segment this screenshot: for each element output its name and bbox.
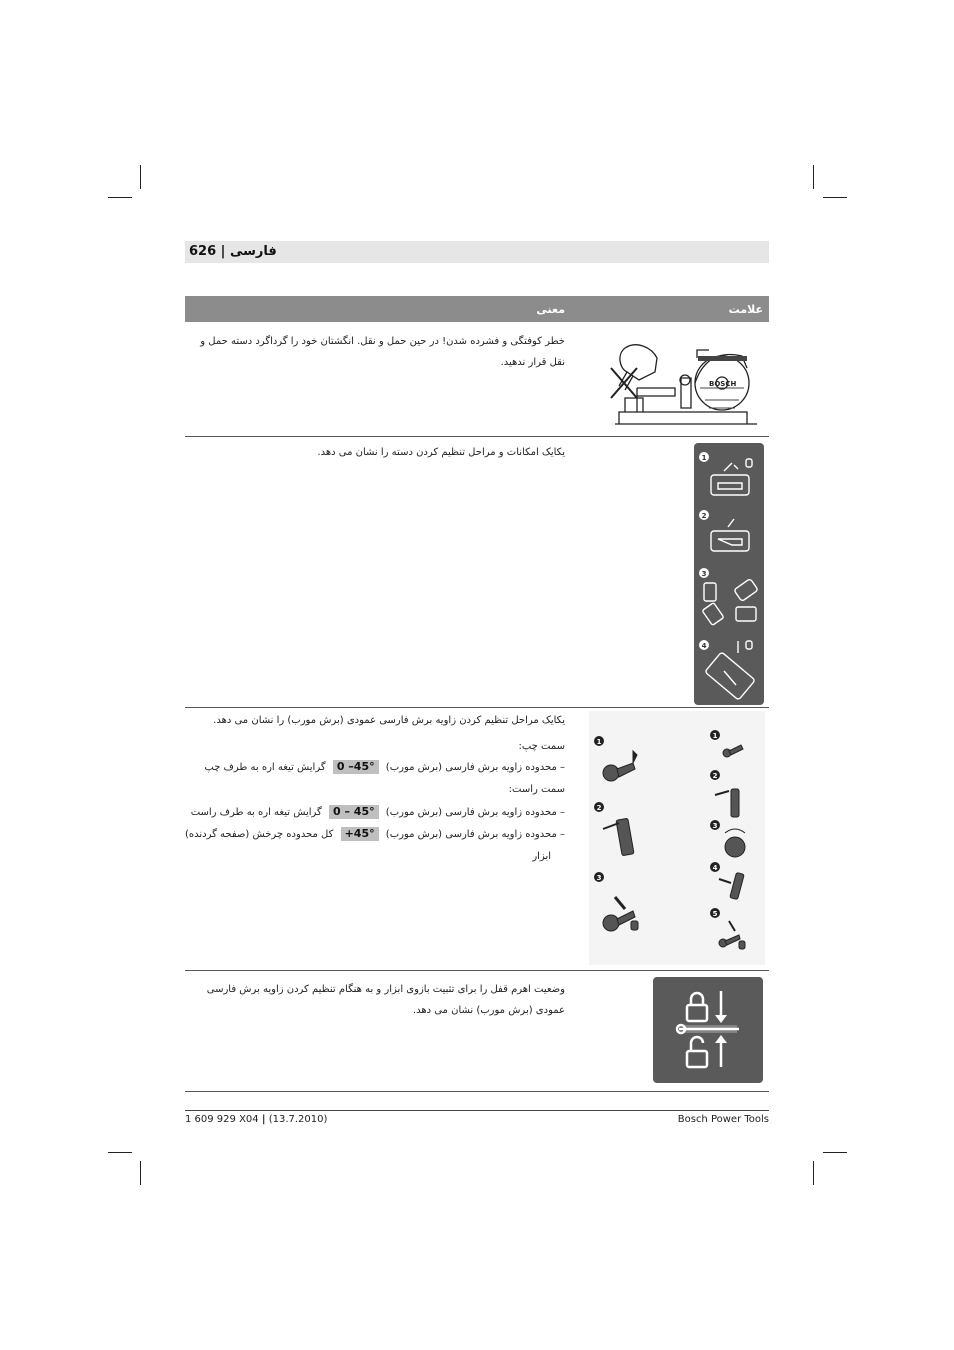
page-header-label [189,244,277,259]
step-badge: 3 [596,874,602,882]
crop-mark [823,1152,847,1153]
column-header-meaning: معنی [536,303,565,316]
step-badge: 3 [712,822,718,830]
table-row [185,322,769,437]
table-row [185,971,769,1092]
step-badge: 4 [712,864,718,872]
bullet-dash: – [560,807,565,818]
row-meaning-text [185,442,565,463]
step-badge: 2 [596,804,602,812]
bullet-suffix: گرایش تیغه اره به طرف چپ [204,762,326,773]
bullet-suffix: کل محدوده چرخش (صفحه گردنده) [184,829,334,840]
saw-brand-label: BOSCH [709,380,737,388]
bullet-item [185,757,565,779]
bullet-dash: – [560,762,565,773]
right-side-heading: سمت راست: [508,784,565,795]
table-header [185,296,769,322]
angle-badge: 0 – 45° [329,805,379,819]
bullet-item [185,802,565,824]
left-side-heading: سمت چپ: [518,741,565,752]
crop-mark [813,165,814,189]
angle-badge: +45° [341,827,379,841]
crop-mark [108,1152,132,1153]
header-language: فارسی [229,244,277,259]
row-meaning-text [185,979,565,1021]
bullet-item [185,824,565,846]
step-badge: 1 [712,732,718,740]
text-line: نقل قرار ندهید. [500,357,565,368]
page-number: 626 [189,244,217,259]
table-row [185,437,769,708]
text-line: خطر کوفتگی و فشرده شدن! در حین حمل و نقل. انگشتان خود را گرداگرد دسته حمل و [200,336,565,347]
text-line: وضعیت اهرم قفل را برای تثبیت بازوی ابزار و به هنگام تنظیم کردن زاویه برش فارسی [206,984,565,995]
footer-doc-info [185,1114,327,1125]
symbol-table [185,296,769,1092]
page-header [185,241,769,263]
text-line: عمودی (برش مورب) نشان می دهد. [412,1005,565,1016]
step-badge: 2 [712,772,718,780]
bullet-prefix: محدوده زاویه برش فارسی (برش مورب) [385,762,557,773]
bullet-prefix: محدوده زاویه برش فارسی (برش مورب) [385,807,557,818]
footer-separator: | [261,1114,266,1125]
table-row [185,708,769,971]
bullet-continuation: ابزار [532,851,551,862]
step-badge: 1 [596,738,602,746]
step-badge: 3 [701,570,707,578]
row-meaning-text [185,331,565,373]
lock-lever-panel-icon [653,977,763,1083]
crop-mark [813,1161,814,1185]
bevel-adjustment-steps-icon [589,711,765,965]
header-separator: | [220,244,226,259]
row-meaning-text [185,710,565,867]
step-badge: 2 [701,512,707,520]
bullet-prefix: محدوده زاویه برش فارسی (برش مورب) [385,829,557,840]
text-line: یکایک مراحل تنظیم کردن زاویه برش فارسی عمودی (برش مورب) را نشان می دهد. [213,715,565,726]
footer-brand: Bosch Power Tools [677,1114,769,1125]
crop-mark [140,1161,141,1185]
crop-mark [823,197,847,198]
angle-badge: 0 –45° [333,760,379,774]
handle-positions-panel-icon [694,443,764,705]
step-badge: 4 [701,642,707,650]
text-line: یکایک امکانات و مراحل تنظیم کردن دسته را نشان می دهد. [317,447,565,458]
doc-code: 1 609 929 X04 [185,1114,259,1125]
footer-rule [185,1110,769,1111]
crop-mark [108,197,132,198]
bullet-suffix: گرایش تیغه اره به طرف راست [190,807,322,818]
crop-mark [140,165,141,189]
doc-date: (13.7.2010) [268,1114,328,1125]
step-badge: 5 [712,910,718,918]
column-header-symbol: علامت [728,303,763,316]
step-badge: 1 [701,454,707,462]
bullet-dash: – [560,829,565,840]
miter-saw-transport-hand-icon [597,328,767,432]
